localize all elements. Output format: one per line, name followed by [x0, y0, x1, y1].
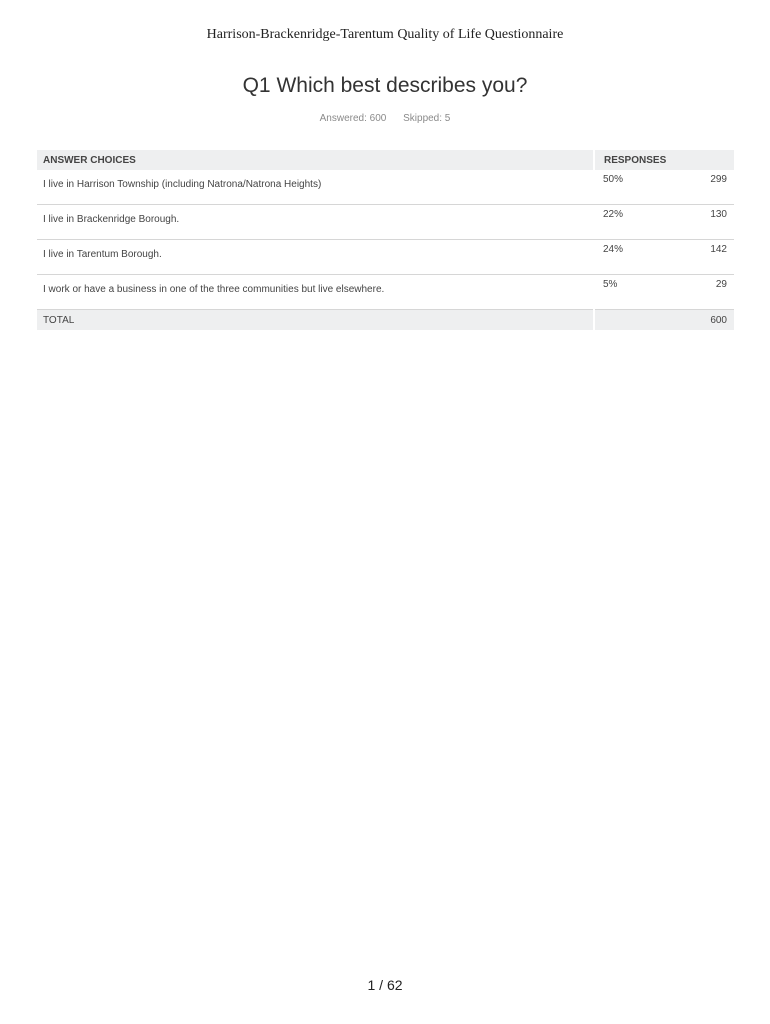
answer-choice-label: I work or have a business in one of the three communities but live elsewhere. [37, 275, 594, 310]
response-percent: 24% [594, 240, 669, 275]
response-count: 142 [669, 240, 734, 275]
response-count: 299 [669, 170, 734, 205]
total-label: TOTAL [37, 310, 594, 331]
answer-choices-header: ANSWER CHOICES [37, 150, 594, 170]
response-count: 130 [669, 205, 734, 240]
table-row [37, 240, 734, 275]
document-header-title: Harrison-Brackenridge-Tarentum Quality of Life Questionnaire [206, 27, 564, 42]
table-row [37, 205, 734, 240]
response-stats [0, 113, 770, 124]
response-percent: 5% [594, 275, 669, 310]
answer-table [37, 150, 734, 330]
response-percent: 22% [594, 205, 669, 240]
answer-choice-label: I live in Brackenridge Borough. [37, 205, 594, 240]
answer-choice-label: I live in Tarentum Borough. [37, 240, 594, 275]
answered-count: Answered: 600 [319, 113, 387, 124]
skipped-count: Skipped: 5 [403, 113, 451, 124]
table-row [37, 275, 734, 310]
response-percent: 50% [594, 170, 669, 205]
table-header-row [37, 150, 734, 170]
total-count: 600 [669, 310, 734, 331]
total-spacer [594, 310, 669, 331]
total-row [37, 310, 734, 331]
page-number: 1 / 62 [367, 977, 403, 993]
question-title: Q1 Which best describes you? [242, 74, 528, 97]
answer-choice-label: I live in Harrison Township (including Natrona/Natrona Heights) [37, 170, 594, 205]
responses-header: RESPONSES [594, 150, 734, 170]
response-count: 29 [669, 275, 734, 310]
table-row [37, 170, 734, 205]
